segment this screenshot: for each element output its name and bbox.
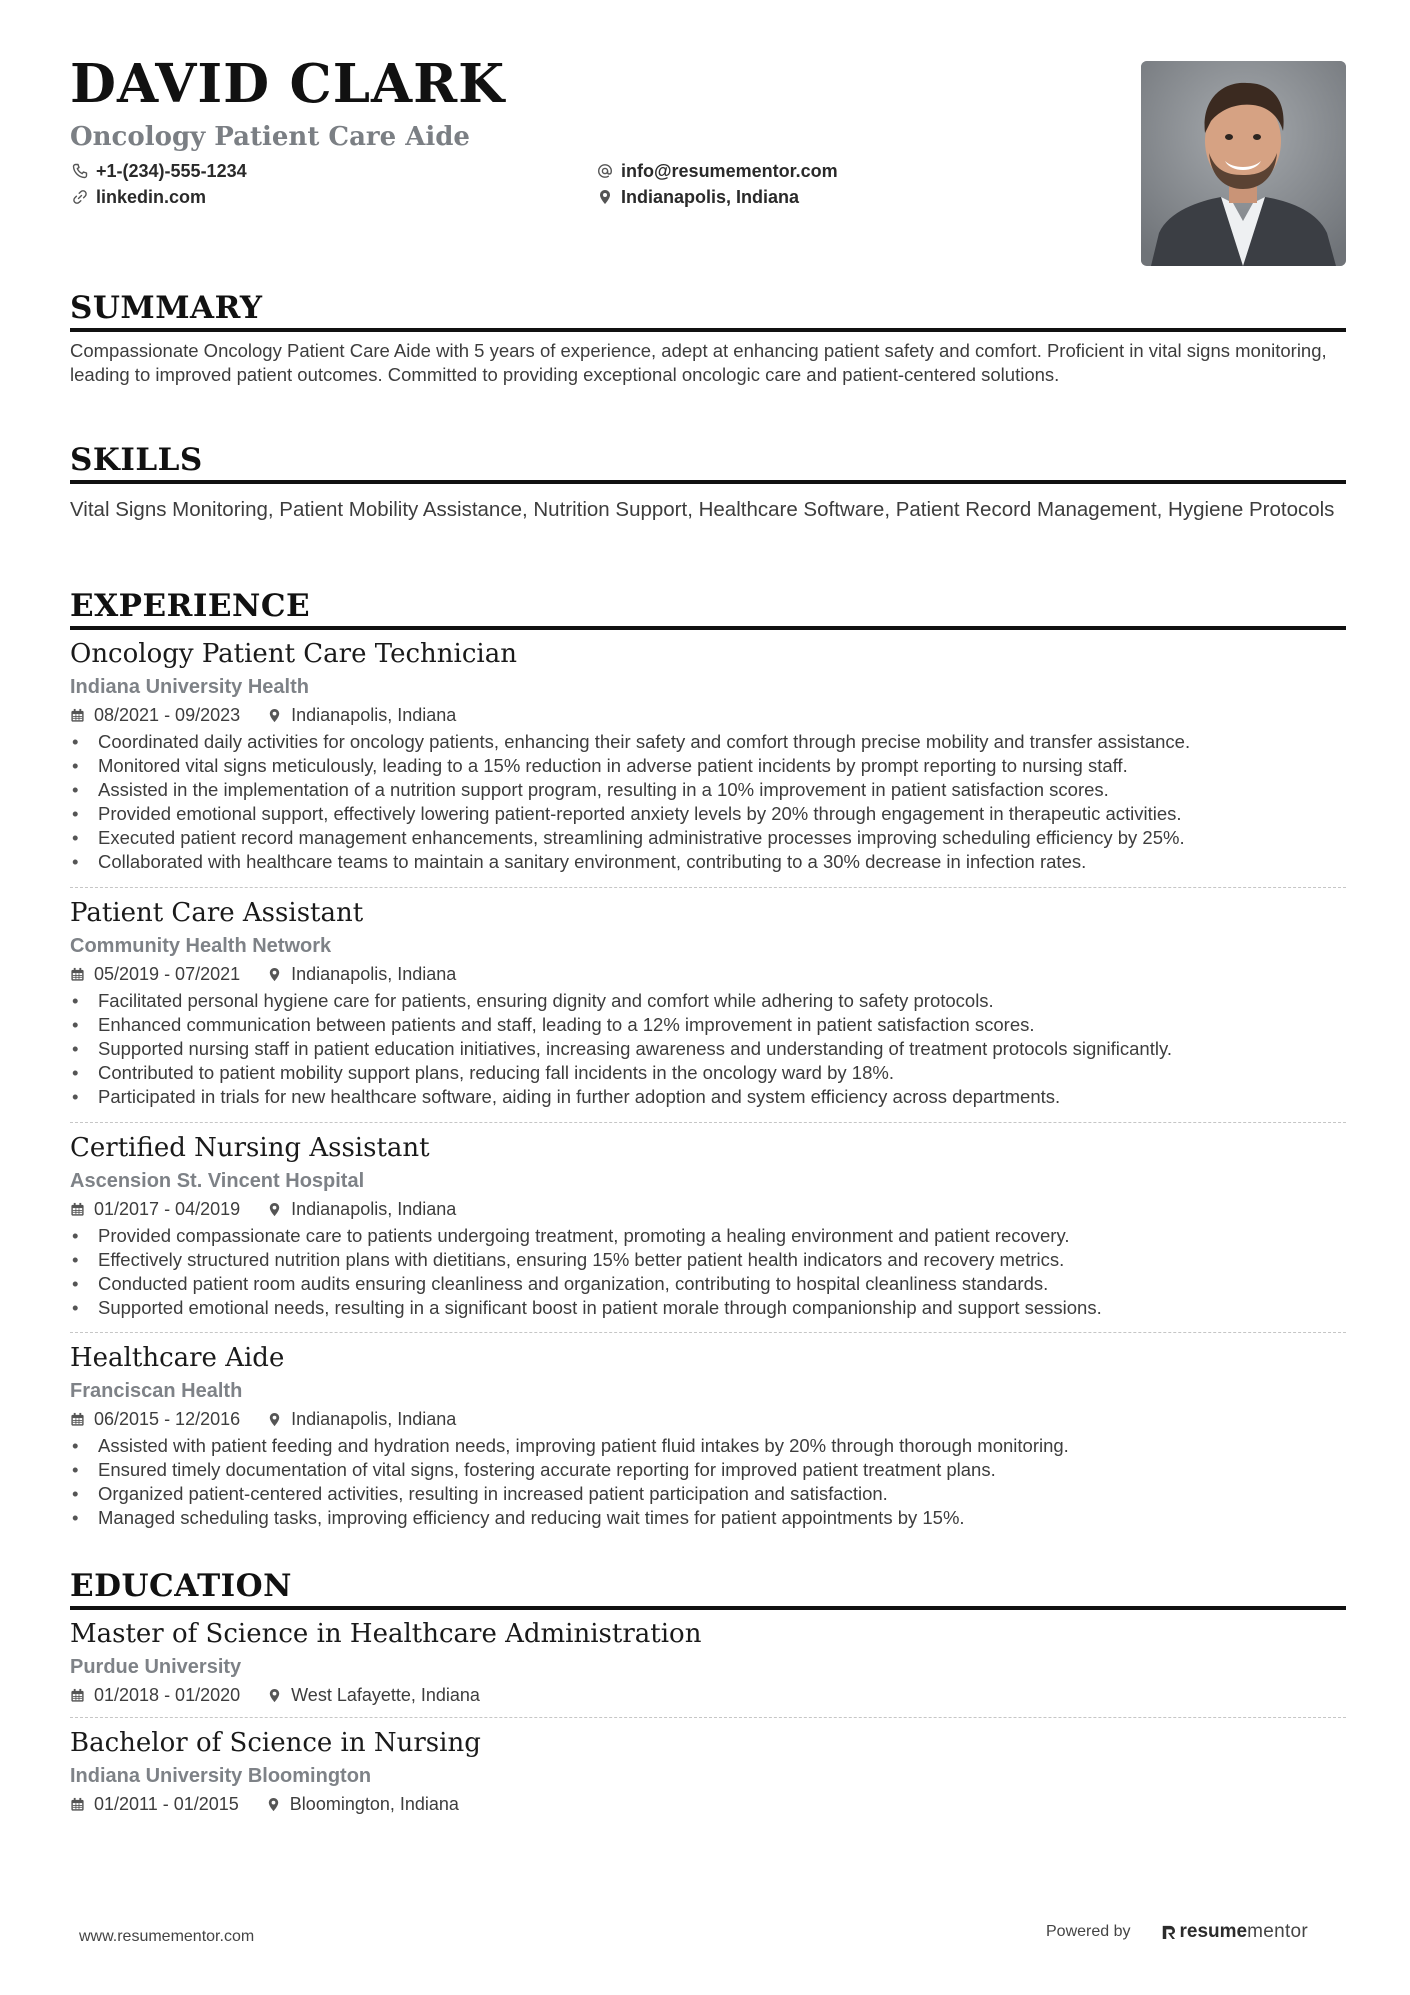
footer-website[interactable]: www.resumementor.com <box>79 1928 255 1945</box>
entry-divider <box>70 887 1346 888</box>
job-location-text: Indianapolis, Indiana <box>291 964 457 984</box>
job-title: Patient Care Assistant <box>70 898 364 928</box>
list-item: • Contributed to patient mobility support plans, reducing fall incidents in the oncology ward by 18%. <box>70 1061 1346 1085</box>
list-item: • Ensured timely documentation of vital signs, fostering accurate reporting for improved patient treatment plans. <box>70 1458 1346 1482</box>
linkedin-text[interactable]: linkedin.com <box>96 187 207 207</box>
candidate-title: Oncology Patient Care Aide <box>70 122 470 152</box>
job-bullets <box>70 989 1346 1109</box>
phone-text: +1-(234)-555-1234 <box>96 161 247 181</box>
resumementor-logo-icon <box>1161 1924 1175 1940</box>
summary-heading: SUMMARY <box>70 293 1346 332</box>
job-dates: 05/2019 - 07/2021 <box>94 964 241 984</box>
map-pin-icon <box>267 1412 282 1427</box>
education-location-text: Bloomington, Indiana <box>289 1794 459 1814</box>
education-dates: 01/2018 - 01/2020 <box>94 1685 241 1705</box>
calendar-icon <box>70 1202 85 1217</box>
candidate-name: DAVID CLARK <box>70 53 506 115</box>
job-location <box>267 1407 456 1431</box>
experience-entry <box>70 638 1346 874</box>
experience-entry <box>70 897 1346 1109</box>
company-name: Ascension St. Vincent Hospital <box>70 1170 365 1192</box>
job-bullets <box>70 1224 1346 1320</box>
job-bullets <box>70 1434 1346 1530</box>
entry-divider <box>70 1332 1346 1333</box>
brand-logo[interactable] <box>1161 1921 1309 1943</box>
contact-phone <box>72 162 247 180</box>
list-item: • Provided compassionate care to patients undergoing treatment, promoting a healing environment and patient recovery. <box>70 1224 1346 1248</box>
company-name: Indiana University Health <box>70 676 309 698</box>
company-name: Franciscan Health <box>70 1380 243 1402</box>
brand-name-light: mentor <box>1247 1921 1309 1942</box>
list-item: • Assisted with patient feeding and hydration needs, improving patient fluid intakes by 20% through thorough monitoring. <box>70 1434 1346 1458</box>
education-meta <box>70 1683 1346 1707</box>
job-location-text: Indianapolis, Indiana <box>291 1409 457 1429</box>
job-location-text: Indianapolis, Indiana <box>291 705 457 725</box>
contact-linkedin[interactable] <box>72 188 206 206</box>
list-item: • Executed patient record management enhancements, streamlining administrative processes improving scheduling efficiency by 25%. <box>70 826 1346 850</box>
skills-text: Vital Signs Monitoring, Patient Mobility Assistance, Nutrition Support, Healthcare Software, Patient Record Management, Hygiene Protocols <box>70 498 1335 521</box>
job-title: Healthcare Aide <box>70 1343 285 1373</box>
job-meta <box>70 1407 1346 1431</box>
job-meta <box>70 962 1346 986</box>
job-title: Oncology Patient Care Technician <box>70 639 517 669</box>
job-location-text: Indianapolis, Indiana <box>291 1199 457 1219</box>
job-location <box>267 1197 456 1221</box>
calendar-icon <box>70 967 85 982</box>
job-location <box>267 962 456 986</box>
footer-branding <box>1046 1921 1308 1943</box>
job-meta <box>70 703 1346 727</box>
calendar-icon <box>70 1412 85 1427</box>
at-icon <box>597 163 613 179</box>
map-pin-icon <box>267 1202 282 1217</box>
list-item: • Supported emotional needs, resulting in a significant boost in patient morale through companionship and support sessions. <box>70 1296 1346 1320</box>
list-item: • Supported nursing staff in patient education initiatives, increasing awareness and understanding of treatment protocols significantly. <box>70 1037 1346 1061</box>
entry-divider <box>70 1122 1346 1123</box>
contact-location <box>597 188 799 206</box>
education-dates: 01/2011 - 01/2015 <box>94 1794 239 1814</box>
calendar-icon <box>70 708 85 723</box>
job-title: Certified Nursing Assistant <box>70 1133 430 1163</box>
education-entry <box>70 1618 1346 1707</box>
email-text[interactable]: info@resumementor.com <box>621 161 838 181</box>
experience-entry <box>70 1342 1346 1530</box>
education-meta <box>70 1792 1346 1816</box>
phone-icon <box>72 163 88 179</box>
map-pin-icon <box>597 189 613 205</box>
list-item: • Organized patient-centered activities, resulting in increased patient participation and satisfaction. <box>70 1482 1346 1506</box>
list-item: • Provided emotional support, effectively lowering patient-reported anxiety levels by 20% through engagement in therapeutic activities. <box>70 802 1346 826</box>
list-item: • Coordinated daily activities for oncology patients, enhancing their safety and comfort through precise mobility and transfer assistance. <box>70 730 1346 754</box>
experience-heading: EXPERIENCE <box>70 591 1346 630</box>
calendar-icon <box>70 1797 85 1812</box>
summary-text: Compassionate Oncology Patient Care Aide with 5 years of experience, adept at enhancing patient safety and comfort. Proficient in vital signs monitoring, leading to improved patient outcomes. Committed to providing exceptional oncologic care and patient-centered solutions. <box>70 340 1327 385</box>
list-item: • Effectively structured nutrition plans with dietitians, ensuring 15% better patient health indicators and recovery metrics. <box>70 1248 1346 1272</box>
map-pin-icon <box>267 1688 282 1703</box>
school-name: Indiana University Bloomington <box>70 1765 372 1787</box>
list-item: • Enhanced communication between patients and staff, leading to a 12% improvement in patient satisfaction scores. <box>70 1013 1346 1037</box>
job-bullets <box>70 730 1346 874</box>
profile-photo <box>1141 61 1346 266</box>
job-dates: 01/2017 - 04/2019 <box>94 1199 241 1219</box>
education-location <box>267 1683 480 1707</box>
location-text: Indianapolis, Indiana <box>621 187 800 207</box>
job-dates: 06/2015 - 12/2016 <box>94 1409 241 1429</box>
list-item: • Facilitated personal hygiene care for patients, ensuring dignity and comfort while adhering to safety protocols. <box>70 989 1346 1013</box>
education-location <box>266 1792 459 1816</box>
job-location <box>267 703 456 727</box>
map-pin-icon <box>266 1797 281 1812</box>
map-pin-icon <box>267 967 282 982</box>
link-icon <box>72 189 88 205</box>
list-item: • Conducted patient room audits ensuring cleanliness and organization, contributing to hospital cleanliness standards. <box>70 1272 1346 1296</box>
list-item: • Participated in trials for new healthcare software, aiding in further adoption and system efficiency across departments. <box>70 1085 1346 1109</box>
entry-divider <box>70 1717 1346 1718</box>
job-dates: 08/2021 - 09/2023 <box>94 705 241 725</box>
company-name: Community Health Network <box>70 935 332 957</box>
list-item: • Assisted in the implementation of a nutrition support program, resulting in a 10% improvement in patient satisfaction scores. <box>70 778 1346 802</box>
list-item: • Managed scheduling tasks, improving efficiency and reducing wait times for patient appointments by 15%. <box>70 1506 1346 1530</box>
brand-name-bold: resume <box>1179 1921 1248 1942</box>
profile-photo-illustration <box>1141 61 1346 266</box>
map-pin-icon <box>267 708 282 723</box>
degree-title: Master of Science in Healthcare Administration <box>70 1619 702 1649</box>
education-heading: EDUCATION <box>70 1571 1346 1610</box>
job-meta <box>70 1197 1346 1221</box>
contact-email[interactable] <box>597 162 838 180</box>
degree-title: Bachelor of Science in Nursing <box>70 1728 481 1758</box>
calendar-icon <box>70 1688 85 1703</box>
list-item: • Monitored vital signs meticulously, leading to a 15% reduction in adverse patient incidents by prompt reporting to nursing staff. <box>70 754 1346 778</box>
school-name: Purdue University <box>70 1656 242 1678</box>
experience-entry <box>70 1132 1346 1320</box>
skills-heading: SKILLS <box>70 445 1346 484</box>
education-location-text: West Lafayette, Indiana <box>291 1685 480 1705</box>
education-entry <box>70 1727 1346 1816</box>
powered-by-label: Powered by <box>1046 1923 1131 1940</box>
list-item: • Collaborated with healthcare teams to maintain a sanitary environment, contributing to a 30% decrease in infection rates. <box>70 850 1346 874</box>
